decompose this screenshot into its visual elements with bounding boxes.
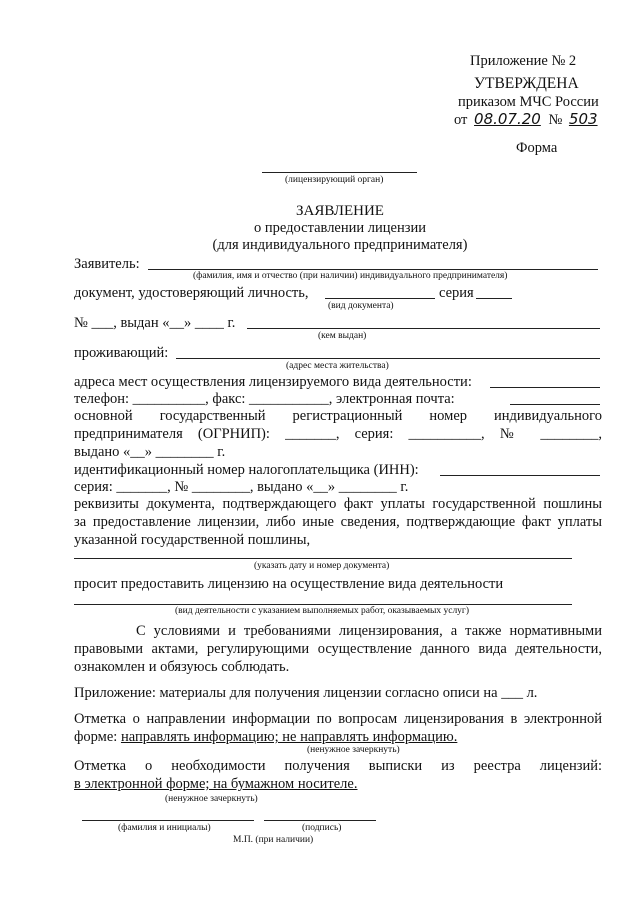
doc-type-caption: (вид документа): [328, 301, 394, 311]
activity-caption: (вид деятельности с указанием выполняемых работ, оказываемых услуг): [175, 606, 469, 616]
applicant-label: Заявитель:: [74, 256, 140, 272]
series-label: серия: [439, 285, 474, 301]
name-caption: (фамилия и инициалы): [118, 823, 211, 833]
inn-series-row: серия: _______, № ________, выдано «__» ________ г.: [74, 479, 409, 495]
request-label: просит предоставить лицензию на осуществление вида деятельности: [74, 576, 504, 592]
ogrnip-line-1: основной государственный регистрационный номер индивидуального: [74, 408, 602, 424]
id-doc-label: документ, удостоверяющий личность,: [74, 285, 309, 301]
mark2-options[interactable]: в электронной форме; на бумажном носителе.: [74, 776, 358, 792]
series-line[interactable]: [476, 298, 512, 299]
signature-caption: (подпись): [302, 823, 342, 833]
authority-caption: (лицензирующий орган): [285, 175, 384, 185]
cross-out-caption-1: (ненужное зачеркнуть): [307, 745, 400, 755]
mark2-line-1: Отметка о необходимости получения выписки из реестра лицензий:: [74, 758, 602, 774]
order-date-row: [454, 110, 598, 129]
fee-line-1: реквизиты документа, подтверждающего факт уплаты государственной пошлины: [74, 496, 602, 512]
issued-by-caption: (кем выдан): [318, 331, 367, 341]
issued-by-line[interactable]: [247, 328, 600, 329]
ogrnip-line-2: предпринимателя (ОГРНИП): _______, серия: __________, № ________,: [74, 426, 602, 442]
appendix-label: Приложение № 2: [470, 53, 577, 69]
fee-caption: (указать дату и номер документа): [254, 561, 390, 571]
mark1-prefix: форме:: [74, 729, 118, 745]
doc-subtitle-2: (для индивидуального предпринимателя): [212, 237, 468, 253]
order-label: приказом МЧС России: [458, 94, 599, 110]
email-line[interactable]: [510, 404, 600, 405]
residing-label: проживающий:: [74, 345, 169, 361]
approved-label: УТВЕРЖДЕНА: [474, 75, 579, 92]
id-doc-line[interactable]: [325, 298, 435, 299]
fee-doc-line[interactable]: [74, 558, 572, 559]
terms-line-2: правовыми актами, регулирующими осуществление данного вида деятельности,: [74, 641, 602, 657]
mark1-options[interactable]: направлять информацию; не направлять информацию.: [120, 729, 458, 745]
authority-line: [262, 172, 417, 173]
inn-label: идентификационный номер налогоплательщика (ИНН):: [74, 462, 419, 478]
issued-year-row: выдано «__» ________ г.: [74, 444, 226, 460]
phone-row: телефон: __________, факс: ___________, электронная почта:: [74, 391, 455, 407]
doc-title: ЗАЯВЛЕНИЕ: [296, 203, 384, 219]
issued-row: № ___, выдан «__» ____ г.: [74, 315, 236, 331]
cross-out-caption-2: (ненужное зачеркнуть): [165, 794, 258, 804]
mark1-line-2: [74, 728, 457, 746]
applicant-caption: (фамилия, имя и отчество (при наличии) индивидуального предпринимателя): [193, 271, 508, 281]
activity-addresses-label: адреса мест осуществления лицензируемого вида деятельности:: [74, 374, 472, 390]
doc-subtitle: о предоставлении лицензии: [254, 220, 426, 236]
attachment-line: Приложение: материалы для получения лицензии согласно описи на ___ л.: [74, 685, 538, 701]
order-number: 503: [568, 110, 598, 128]
fee-line-3: указанной государственной пошлины,: [74, 532, 311, 548]
inn-line[interactable]: [440, 475, 600, 476]
name-line[interactable]: [82, 820, 254, 821]
address-caption: (адрес места жительства): [286, 361, 389, 371]
applicant-line[interactable]: [148, 269, 598, 270]
terms-line-1: С условиями и требованиями лицензирования, а также нормативными: [136, 623, 602, 639]
residing-line[interactable]: [176, 358, 600, 359]
terms-line-3: ознакомлен и обязуюсь соблюдать.: [74, 659, 290, 675]
activity-addresses-line[interactable]: [490, 387, 600, 388]
date-prefix: от: [454, 112, 468, 128]
mark1-line-1: Отметка о направлении информации по вопросам лицензирования в электронной: [74, 711, 602, 727]
seal-caption: М.П. (при наличии): [233, 835, 314, 845]
signature-line[interactable]: [264, 820, 376, 821]
form-label: Форма: [516, 140, 558, 156]
fee-line-2: за предоставление лицензии, либо иные сведения, подтверждающие факт уплаты: [74, 514, 602, 530]
number-prefix: №: [548, 112, 563, 128]
order-date: 08.07.20: [474, 110, 541, 128]
activity-line[interactable]: [74, 604, 572, 605]
